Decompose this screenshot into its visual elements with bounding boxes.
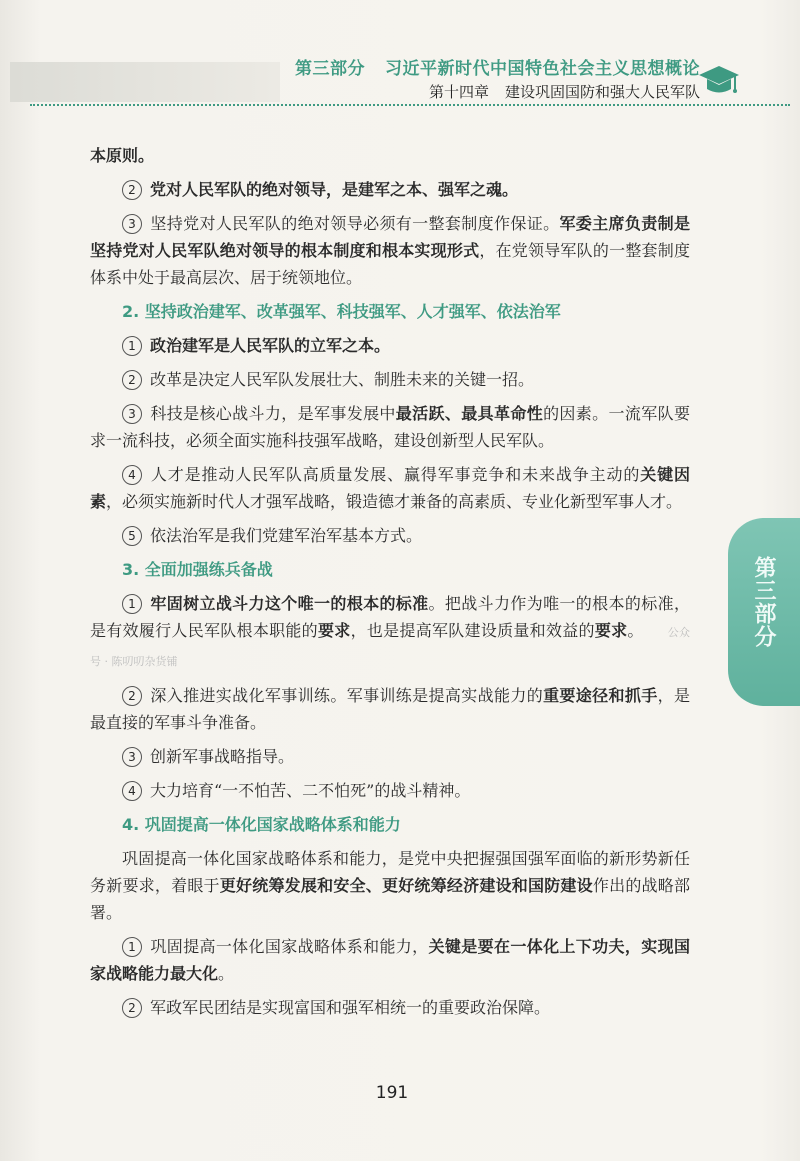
- watermark-text: 公众号 · 陈叨叨杂货铺: [90, 626, 690, 668]
- list-item: 3 坚持党对人民军队的绝对领导必须有一整套制度作保证。军委主席负责制是坚持党对人民军队绝对领导的根本制度和根本实现形式，在党领导军队的一整套制度体系中处于最高层次、居于统领地位。: [90, 214, 690, 287]
- circled-number: 3: [122, 404, 142, 424]
- page-number: 191: [375, 1083, 409, 1103]
- circled-number: 2: [122, 686, 142, 706]
- list-item: 1 巩固提高一体化国家战略体系和能力，关键是要在一体化上下功夫，实现国家战略能力最大化。: [90, 937, 690, 983]
- list-item: 4 人才是推动人民军队高质量发展、赢得军事竞争和未来战争主动的关键因素，必须实施新时代人才强军战略，锻造德才兼备的高素质、专业化新型军事人才。: [90, 465, 690, 511]
- circled-number: 4: [122, 465, 142, 485]
- circled-number: 3: [122, 214, 142, 234]
- book-title: 习近平新时代中国特色社会主义思想概论: [385, 59, 700, 79]
- list-item: 2 党对人民军队的绝对领导，是建军之本、强军之魂。: [90, 176, 690, 203]
- chapter-label: 第十四章: [428, 83, 489, 101]
- list-item: 3 创新军事战略指导。: [90, 743, 690, 770]
- circled-number: 1: [122, 594, 142, 614]
- header-shade-bar: [10, 62, 280, 102]
- list-item: 5 依法治军是我们党建军治军基本方式。: [90, 522, 690, 549]
- chapter-title: 建设巩固国防和强大人民军队: [504, 83, 700, 101]
- list-item: 1 牢固树立战斗力这个唯一的根本的标准。把战斗力作为唯一的根本的标准，是有效履行人民军队根本职能的要求，也是提高军队建设质量和效益的要求。 公众号 · 陈叨叨杂货铺: [90, 594, 690, 668]
- circled-number: 2: [122, 370, 142, 390]
- running-header-part: [295, 54, 700, 79]
- section-heading: 3. 全面加强练兵备战: [122, 560, 273, 579]
- circled-number: 3: [122, 747, 142, 767]
- graduation-cap-icon: [697, 62, 741, 100]
- paragraph: 巩固提高一体化国家战略体系和能力，是党中央把握强国强军面临的新形势新任务新要求，着眼于更好统筹发展和安全、更好统筹经济建设和国防建设作出的战略部署。: [90, 849, 690, 922]
- circled-number: 4: [122, 781, 142, 801]
- section-heading: 4. 巩固提高一体化国家战略体系和能力: [122, 815, 401, 834]
- paragraph: 本原则。: [90, 146, 155, 165]
- circled-number: 5: [122, 526, 142, 546]
- section-heading: 2. 坚持政治建军、改革强军、科技强军、人才强军、依法治军: [122, 302, 561, 321]
- list-item: 2 深入推进实战化军事训练。军事训练是提高实战能力的重要途径和抓手，是最直接的军事斗争准备。: [90, 686, 690, 732]
- circled-number: 1: [122, 336, 142, 356]
- list-item: 4 大力培育“一不怕苦、二不怕死”的战斗精神。: [90, 777, 690, 804]
- list-item: 2 改革是决定人民军队发展壮大、制胜未来的关键一招。: [90, 366, 690, 393]
- circled-number: 2: [122, 180, 142, 200]
- side-tab-label: 第三部分: [751, 556, 776, 648]
- header-divider: [30, 104, 790, 106]
- part-label: 第三部分: [295, 59, 365, 79]
- page-body: [90, 142, 690, 1028]
- list-item: 1 政治建军是人民军队的立军之本。: [90, 332, 690, 359]
- circled-number: 2: [122, 998, 142, 1018]
- list-item: 3 科技是核心战斗力，是军事发展中最活跃、最具革命性的因素。一流军队要求一流科技，必须全面实施科技强军战略，建设创新型人民军队。: [90, 404, 690, 450]
- list-item: 2 军政军民团结是实现富国和强军相统一的重要政治保障。: [90, 994, 690, 1021]
- running-header-chapter: [429, 81, 700, 102]
- circled-number: 1: [122, 937, 142, 957]
